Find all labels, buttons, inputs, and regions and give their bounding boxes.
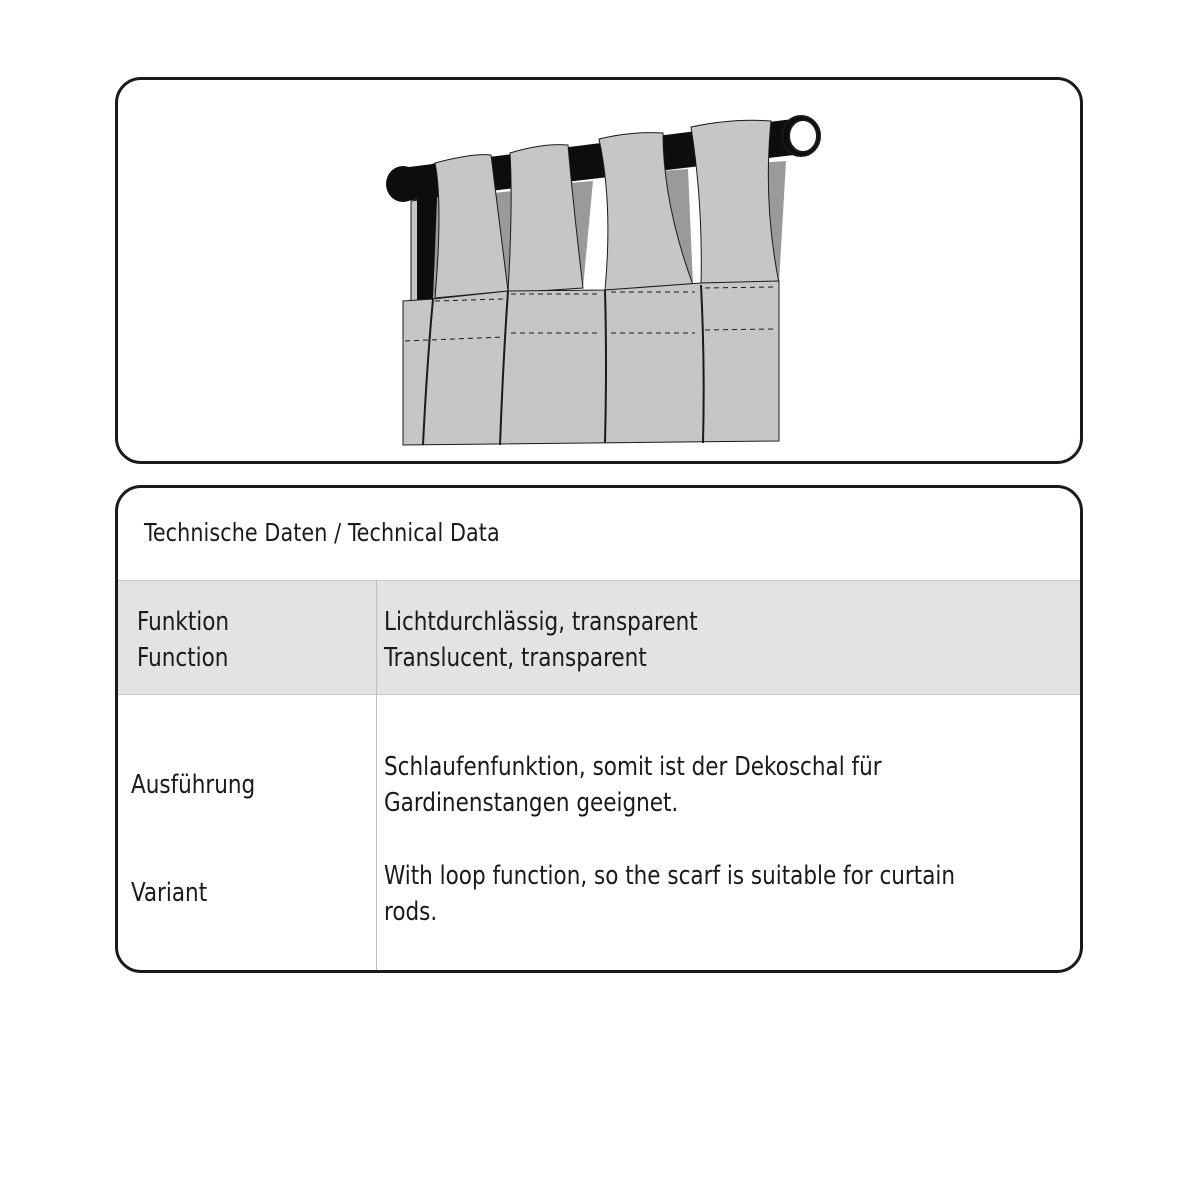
technical-data-title: Technische Daten / Technical Data <box>144 518 500 547</box>
function-value-en: Translucent, transparent <box>384 643 647 673</box>
function-value-de: Lichtdurchlässig, transparent <box>384 607 698 637</box>
curtain-with-loops-on-rod-icon <box>118 80 1086 467</box>
variant-value-de-line2: Gardinenstangen geeignet. <box>384 788 679 818</box>
variant-value-de-line1: Schlaufenfunktion, somit ist der Dekoschal für <box>384 752 882 782</box>
variant-label-de: Ausführung <box>131 770 256 800</box>
column-divider <box>376 580 377 973</box>
technical-data-panel <box>115 485 1083 973</box>
variant-label-en: Variant <box>131 878 208 908</box>
illustration-panel <box>115 77 1083 464</box>
variant-value-en-line2: rods. <box>384 897 438 927</box>
function-label-de: Funktion <box>137 607 230 637</box>
variant-value-en-line1: With loop function, so the scarf is suitable for curtain <box>384 861 956 891</box>
function-label-en: Function <box>137 643 229 673</box>
